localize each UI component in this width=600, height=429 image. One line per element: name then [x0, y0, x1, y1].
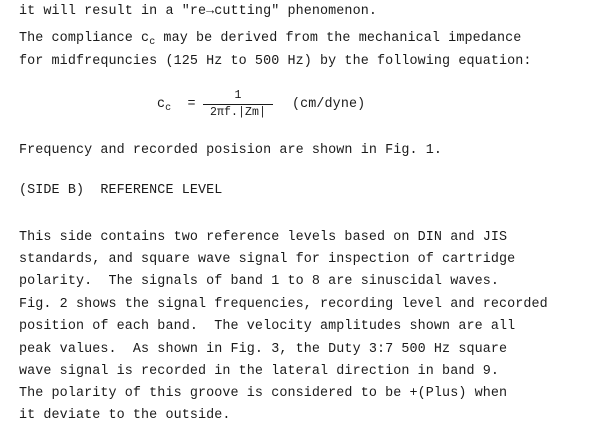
text-line-2-end: may be derived from the mechanical impedance: [155, 31, 522, 46]
paragraph-line: wave signal is recorded in the lateral direction in band 9.: [19, 364, 500, 379]
paragraph-line: Fig. 2 shows the signal frequencies, recording level and recorded: [19, 297, 548, 312]
text-line-2-start: The compliance: [19, 31, 142, 46]
paragraph-line: The polarity of this groove is considered to be +(Plus) when: [19, 386, 508, 401]
compliance-symbol: c: [141, 31, 150, 46]
equation-lhs-symbol: c: [157, 97, 166, 112]
text-line-3: for midfrequncies (125 Hz to 500 Hz) by the following equation:: [19, 54, 532, 69]
equation-fraction: [201, 89, 275, 123]
compliance-equation: [157, 89, 417, 123]
fraction-numerator: 1: [234, 89, 242, 102]
paragraph-line: This side contains two reference levels based on DIN and JIS: [19, 230, 508, 245]
equation-equals: =: [187, 97, 196, 112]
paragraph-line: peak values. As shown in Fig. 3, the Duty 3:7 500 Hz square: [19, 342, 508, 357]
equation-lhs: [157, 97, 196, 117]
fraction-denominator: 2πf.|Zm|: [209, 106, 266, 119]
text-line-frequency: Frequency and recorded posision are shown in Fig. 1.: [19, 143, 443, 158]
fraction-bar: [203, 104, 273, 105]
equation-unit: (cm/dyne): [292, 97, 366, 112]
compliance-subscript: c: [149, 37, 156, 48]
paragraph-line: it deviate to the outside.: [19, 408, 231, 423]
text-line-1: it will result in a "re→cutting" phenomenon.: [19, 4, 377, 19]
text-line-2: [19, 31, 521, 51]
section-heading: (SIDE B) REFERENCE LEVEL: [19, 183, 223, 198]
paragraph-line: standards, and square wave signal for inspection of cartridge: [19, 252, 516, 267]
equation-lhs-subscript: c: [165, 103, 172, 114]
paragraph-line: position of each band. The velocity amplitudes shown are all: [19, 319, 516, 334]
paragraph-line: polarity. The signals of band 1 to 8 are sinuscidal waves.: [19, 274, 500, 289]
